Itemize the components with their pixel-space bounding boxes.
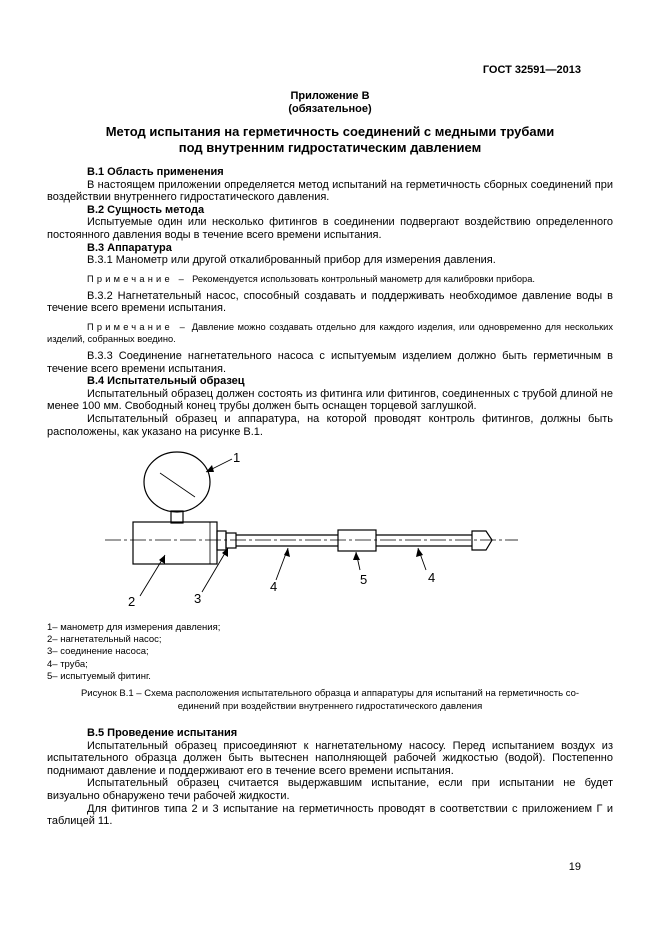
figure-caption-line1: Рисунок В.1 – Схема расположения испытательного образца и аппаратуры для испытаний на герметичность со- xyxy=(80,688,580,699)
pump-connection-nut xyxy=(226,533,236,548)
legend-item: 3– соединение насоса; xyxy=(47,646,149,658)
section-b3-title: В.3 Аппаратура xyxy=(87,241,172,254)
appendix-status: (обязательное) xyxy=(288,103,372,115)
section-b2-text: Испытуемые один или несколько фитингов в соединении подвергают воздействию определенного постоянного давления воды в течение всего времени испытания. xyxy=(47,216,613,241)
note-1-label: Примечание – xyxy=(87,273,187,284)
note-1-text: Рекомендуется использовать контрольный манометр для калибровки прибора. xyxy=(192,273,535,284)
section-b33-text: В.3.3 Соединение нагнетательного насоса с испытуемым изделием должно быть герметичным в течение всего времени испытания. xyxy=(47,349,613,375)
section-b31-text: В.3.1 Манометр или другой откалиброванный прибор для измерения давления. xyxy=(87,254,496,267)
section-b5 xyxy=(47,727,613,828)
callout-4-right: 4 xyxy=(428,570,436,585)
legend-item: 2– нагнетательный насос; xyxy=(47,634,162,646)
figure-legend xyxy=(47,622,220,683)
section-b32-text: В.3.2 Нагнетательный насос, способный создавать и поддерживать необходимое давление воды в течение всего времени испытания. xyxy=(47,289,613,315)
page-number: 19 xyxy=(568,861,581,873)
section-b1-title: В.1 Область применения xyxy=(87,166,224,178)
callout-4-left: 4 xyxy=(270,579,278,594)
note-2-text: Давление можно создавать отдельно для каждого изделия, или одновременно для нескольких изделий, собранных воедино. xyxy=(47,321,613,344)
section-b5-title: В.5 Проведение испытания xyxy=(87,727,238,739)
section-b4-text1: Испытательный образец должен состоять из фитинга или фитингов, соединенных с трубой длиной не менее 100 мм. Свободный конец трубы должен быть оснащен торцевой заглушкой. xyxy=(47,387,613,413)
legend-item: 4– труба; xyxy=(47,658,88,670)
appendix-heading-line2: под внутренним гидростатическим давлением xyxy=(178,140,482,155)
manometer-stem xyxy=(171,511,183,523)
appendix-title: Приложение В xyxy=(290,90,370,102)
section-b4-text2: Испытательный образец и аппаратура, на которой проводят контроль фитингов, должны быть расположены, как указано на рисунке В.1. xyxy=(47,412,613,438)
note-2-label: Примечание – xyxy=(87,321,189,332)
manometer-needle xyxy=(160,473,195,497)
pump-body xyxy=(133,522,217,564)
pump-connection xyxy=(217,531,226,550)
callout-1: 1 xyxy=(233,450,241,465)
callout-2: 2 xyxy=(128,594,136,609)
section-b5-text2: Испытательный образец считается выдержавшим испытание, если при испытании не будет визуально обнаружено течи рабочей жидкости. xyxy=(47,777,613,802)
manometer-gauge xyxy=(144,452,210,512)
appendix-heading-line1: Метод испытания на герметичность соединений с медными трубами xyxy=(105,124,555,139)
section-b1-text: В настоящем приложении определяется метод испытаний на герметичность сборных соединений при воздействии внутреннего гидростатического давления. xyxy=(47,178,613,204)
tested-fitting xyxy=(338,530,376,551)
legend-item: 1– манометр для измерения давления; xyxy=(47,622,221,633)
end-plug xyxy=(472,531,492,550)
figure-caption xyxy=(47,688,613,713)
section-b4-title: В.4 Испытательный образец xyxy=(87,375,245,388)
callout-5: 5 xyxy=(360,572,368,587)
section-b5-text1: Испытательный образец присоединяют к нагнетательному насосу. Перед испытанием воздух из испытательного образца должен быть вытеснен наполняющей рабочей жидкостью (водой). Постепенно поднимают давление и поддерживают его в течение всего времени испытания. xyxy=(47,739,613,777)
standard-code: ГОСТ 32591—2013 xyxy=(482,64,581,76)
section-b2-title: В.2 Сущность метода xyxy=(87,203,205,216)
section-b5-text3: Для фитингов типа 2 и 3 испытание на герметичность проводят в соответствии с приложением Г и таблицей 11. xyxy=(47,802,613,828)
figure-caption-line2: единений при воздействии внутреннего гидростатического давления xyxy=(177,700,483,712)
legend-item: 5– испытуемый фитинг. xyxy=(47,670,151,682)
callout-3: 3 xyxy=(194,591,202,606)
